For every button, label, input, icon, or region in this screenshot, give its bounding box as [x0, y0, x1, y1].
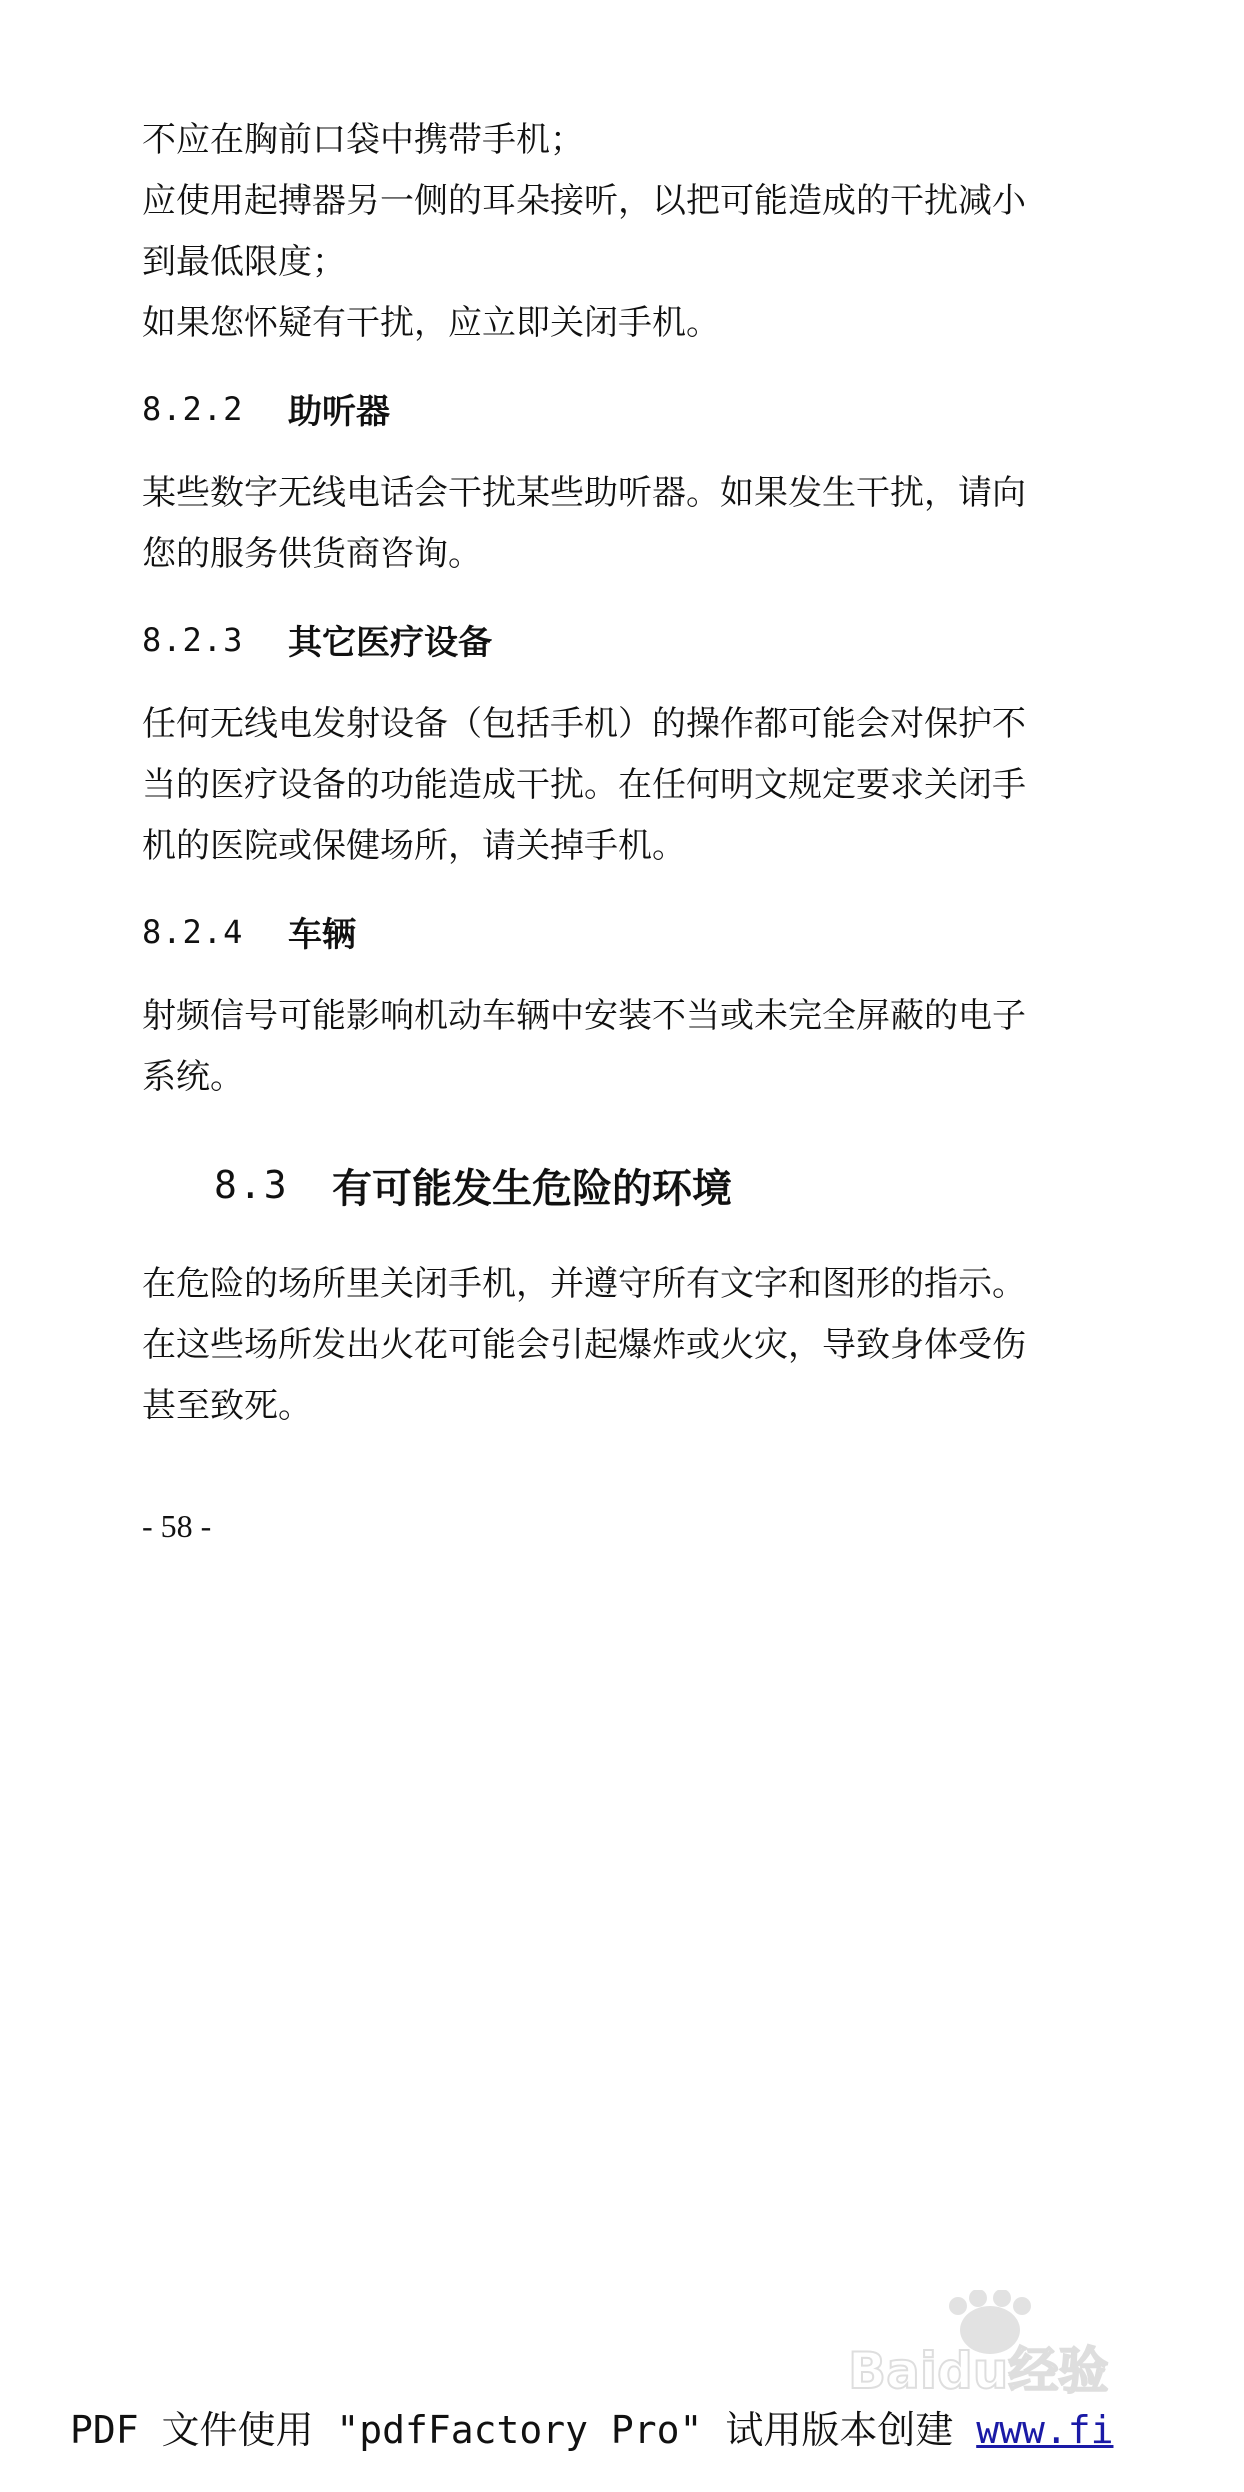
baidu-jingyan-watermark	[840, 2290, 1170, 2400]
footer-text: PDF 文件使用 "pdfFactory Pro" 试用版本创建	[70, 2408, 977, 2452]
text-line: 在这些场所发出火花可能会引起爆炸或火灾，导致身体受伤	[142, 1325, 1026, 1365]
section-number: 8.2.4	[142, 912, 244, 951]
text-line: 系统。	[142, 1057, 244, 1097]
section-number: 8.2.3	[142, 620, 244, 659]
section-title: 其它医疗设备	[288, 623, 492, 663]
section-title: 有可能发生危险的环境	[332, 1165, 732, 1212]
section-heading-vehicles	[142, 901, 1082, 962]
intro-paragraphs	[142, 110, 1082, 354]
section-body-vehicles	[142, 986, 1082, 1108]
section-heading-hearing-aids	[142, 378, 1082, 439]
section-title: 助听器	[288, 392, 390, 432]
text-line: 您的服务供货商咨询。	[142, 534, 482, 574]
text-line: 射频信号可能影响机动车辆中安装不当或未完全屏蔽的电子	[142, 996, 1026, 1036]
text-line: 任何无线电发射设备（包括手机）的操作都可能会对保护不	[142, 704, 1026, 744]
section-body-medical-devices	[142, 694, 1082, 877]
section-heading-hazardous-environments	[214, 1150, 1082, 1220]
section-title: 车辆	[288, 915, 356, 955]
text-line: 不应在胸前口袋中携带手机；	[142, 120, 584, 160]
section-body-hearing-aids	[142, 463, 1082, 585]
pdf-footer	[70, 2402, 1113, 2458]
watermark-text: Baidu经验	[848, 2342, 1109, 2400]
page-content	[142, 110, 1082, 1437]
footer-link[interactable]: www.fi	[976, 2408, 1114, 2452]
text-line: 某些数字无线电话会干扰某些助听器。如果发生干扰，请向	[142, 473, 1026, 513]
text-line: 在危险的场所里关闭手机，并遵守所有文字和图形的指示。	[142, 1264, 1026, 1304]
text-line: 机的医院或保健场所，请关掉手机。	[142, 826, 686, 866]
text-line: 应使用起搏器另一侧的耳朵接听，以把可能造成的干扰减小	[142, 181, 1026, 221]
text-line: 如果您怀疑有干扰，应立即关闭手机。	[142, 303, 720, 343]
text-line: 到最低限度；	[142, 242, 346, 282]
page-number: - 58 -	[142, 1508, 212, 1544]
text-line: 当的医疗设备的功能造成干扰。在任何明文规定要求关闭手	[142, 765, 1026, 805]
text-line: 甚至致死。	[142, 1386, 312, 1426]
section-body-hazardous-environments	[142, 1254, 1082, 1437]
section-heading-medical-devices	[142, 609, 1082, 670]
section-number: 8.2.2	[142, 389, 244, 428]
section-number: 8.3	[214, 1163, 289, 1207]
